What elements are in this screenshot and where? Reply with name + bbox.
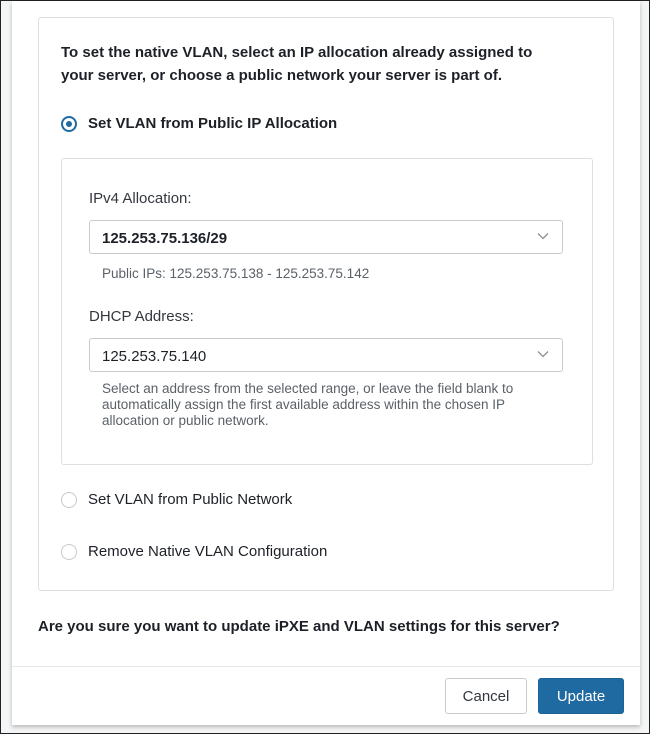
ipv4-allocation-label: IPv4 Allocation: — [89, 190, 192, 207]
footer-divider — [12, 666, 640, 667]
dhcp-address-help: Select an address from the selected range, or leave the field blank to automatically assign the first available address within the chosen IP allocation or public network. — [102, 381, 514, 428]
radio-label: Set VLAN from Public Network — [88, 491, 293, 508]
dialog — [12, 1, 640, 725]
chevron-down-icon — [537, 349, 549, 359]
ip-allocation-panel — [61, 158, 593, 465]
radio-label: Remove Native VLAN Configuration — [88, 543, 328, 560]
radio-button[interactable] — [61, 492, 77, 508]
public-ips-hint: Public IPs: 125.253.75.138 - 125.253.75.142 — [102, 266, 370, 281]
radio-option-public-network[interactable] — [61, 491, 292, 508]
chevron-down-icon — [537, 231, 549, 241]
dhcp-address-label: DHCP Address: — [89, 308, 194, 325]
radio-label: Set VLAN from Public IP Allocation — [88, 115, 338, 132]
update-button[interactable]: Update — [538, 678, 624, 714]
radio-button-selected[interactable] — [61, 116, 77, 132]
intro-text: To set the native VLAN, select an IP allocation already assigned to your server, or choose a public network your server is part of. — [61, 44, 533, 84]
ipv4-allocation-value: 125.253.75.136/29 — [102, 230, 228, 247]
radio-option-public-ip-allocation[interactable] — [61, 115, 337, 132]
native-vlan-card — [38, 17, 614, 591]
confirmation-question: Are you sure you want to update iPXE and VLAN settings for this server? — [38, 618, 560, 635]
ipv4-allocation-select[interactable] — [89, 220, 563, 254]
dhcp-address-value: 125.253.75.140 — [102, 348, 207, 365]
dhcp-address-select[interactable] — [89, 338, 563, 372]
cancel-button[interactable]: Cancel — [445, 678, 527, 714]
radio-button[interactable] — [61, 544, 77, 560]
radio-option-remove-native-vlan[interactable] — [61, 543, 327, 560]
